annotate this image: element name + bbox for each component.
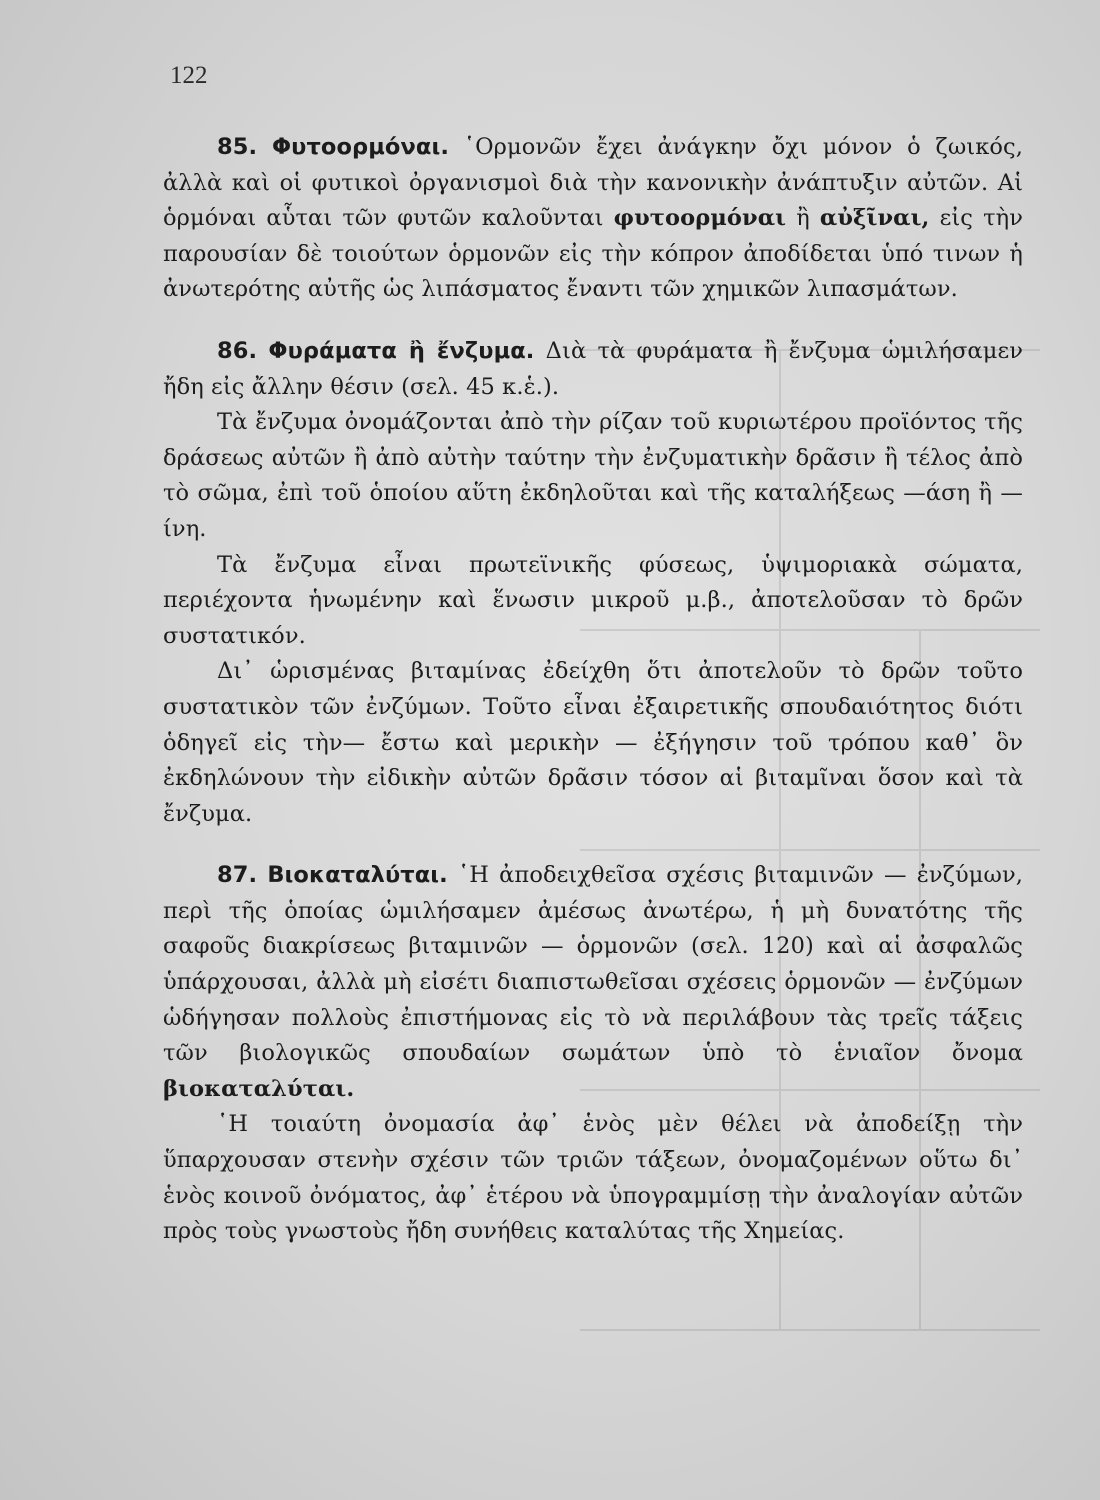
section-86 (163, 334, 1023, 405)
section-text: εἰς τὴν παρουσίαν δὲ τοιούτων ὁρμονῶν εἰς τὴν κόπρον ἀποδίδεται ὑπό τινων ἡ ἀνωτερότης αὐτῆς ὡς λιπάσματος ἔναντι τῶν χημικῶν λιπασμάτων. (163, 205, 1023, 303)
paragraph: ῾Η τοιαύτη ὀνομασία ἀφ᾽ ἑνὸς μὲν θέλει νὰ ἀποδείξῃ τὴν ὕπαρχουσαν στενὴν σχέσιν τῶν τριῶν τάξεων, ὀνομαζομένων οὕτω δι᾽ ἑνὸς κοινοῦ ὀνόματος, ἀφ᾽ ἑτέρου νὰ ὑπογραμμίσῃ τὴν ἀναλογίαν αὐτῶν πρὸς τοὺς γνωστοὺς ἤδη συνήθεις καταλύτας τῆς Χημείας. (163, 1111, 1023, 1245)
section-text: ἢ (786, 205, 820, 232)
section-number: 85. (217, 134, 258, 160)
section-85 (163, 130, 1023, 308)
section-text: ῾Η ἀποδειχθεῖσα σχέσις βιταμινῶν — ἐνζύμων, περὶ τῆς ὁποίας ὡμιλήσαμεν ἀμέσως ἀνωτέρω, ἡ μὴ δυνατότης τῆς σαφοῦς διακρίσεως βιταμινῶν — ὁρμονῶν (σελ. 120) καὶ αἱ ἀσφαλῶς ὑπάρχουσαι, ἀλλὰ μὴ εἰσέτι διαπιστωθεῖσαι σχέσεις ὁρμονῶν — ἐνζύμων ὡδήγησαν πολλοὺς ἐπιστήμονας εἰς τὸ νὰ περιλάβουν τὰς τρεῖς τάξεις τῶν βιολογικῶς σπουδαίων σωμάτων ὑπὸ τὸ ἑνιαῖον ὄνομα (163, 862, 1023, 1067)
section-title: Βιοκαταλύται. (267, 862, 448, 889)
paragraph: Τὰ ἔνζυμα ὀνομάζονται ἀπὸ τὴν ρίζαν τοῦ κυριωτέρου προϊόντος τῆς δράσεως αὐτῶν ἢ ἀπὸ αὐτὴν ταύτην τὴν ἐνζυματικὴν δρᾶσιν ἢ τέλος ἀπὸ τὸ σῶμα, ἐπὶ τοῦ ὁποίου αὕτη ἐκδηλοῦται καὶ τῆς καταλήξεως —άση ἢ —ίνη. (163, 409, 1023, 542)
section-spacer (163, 308, 1023, 334)
section-number: 87. (217, 862, 258, 889)
bold-term: αὐξῖναι, (819, 205, 930, 232)
section-87 (163, 858, 1023, 1107)
section-title: Φυτοορμόναι. (271, 134, 449, 160)
section-number: 86. (217, 337, 258, 364)
page-body (163, 130, 1023, 1250)
bold-term: βιοκαταλύται. (163, 1075, 355, 1102)
paragraph: Τὰ ἔνζυμα εἶναι πρωτεϊνικῆς φύσεως, ὑψιμοριακὰ σώματα, περιέχοντα ἡνωμένην καὶ ἕνωσιν μικροῦ μ.β., ἀποτελοῦσαν τὸ δρῶν συστατικόν. (163, 551, 1023, 649)
section-title: Φυράματα ἢ ἔνζυμα. (268, 337, 535, 364)
bold-term: φυτοορμόναι (613, 205, 787, 232)
page-number: 122 (170, 62, 208, 89)
section-text: ῾Ορμονῶν ἔχει ἀνάγκην ὄχι μόνον ὁ ζωικός, ἀλλὰ καὶ οἱ φυτικοὶ ὀργανισμοὶ διὰ τὴν κανονικὴν ἀνάπτυξιν αὐτῶν. Αἱ ὁρμόναι αὗται τῶν φυτῶν καλοῦνται (163, 134, 1023, 232)
section-spacer (163, 832, 1023, 858)
section-text: Διὰ τὰ φυράματα ἢ ἔνζυμα ὡμιλήσαμεν ἤδη εἰς ἄλλην θέσιν (σελ. 45 κ.ἑ.). (163, 337, 1023, 400)
paragraph: Δι᾽ ὡρισμένας βιταμίνας ἐδείχθη ὅτι ἀποτελοῦν τὸ δρῶν τοῦτο συστατικὸν τῶν ἐνζύμων. Τοῦτο εἶναι ἐξαιρετικῆς σπουδαιότητος διότι ὁδηγεῖ εἰς τὴν— ἔστω καὶ μερικὴν — ἐξήγησιν τοῦ τρόπου καθ᾽ ὃν ἐκδηλώνουν τὴν εἰδικὴν αὐτῶν δρᾶσιν τόσον αἱ βιταμῖναι ὅσον καὶ τὰ ἔνζυμα. (163, 658, 1023, 827)
